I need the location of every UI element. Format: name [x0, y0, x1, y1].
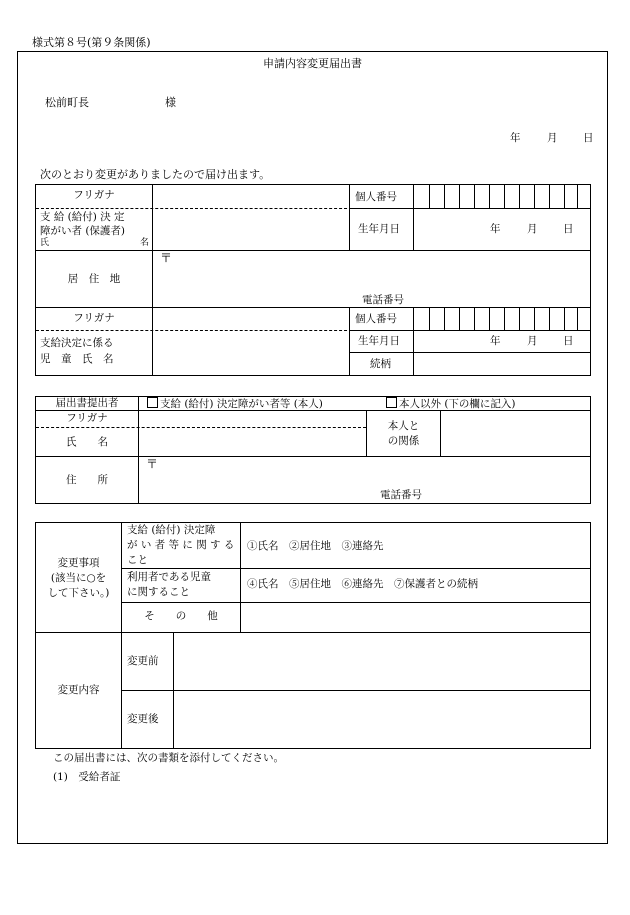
birth-year-2: 年 — [490, 335, 501, 347]
checkbox-self[interactable] — [147, 397, 158, 408]
category-1-line-1: 支給 (給付) 決定障 — [127, 524, 216, 536]
checkbox-other[interactable] — [386, 397, 397, 408]
category-2-line-2: に関すること — [127, 586, 190, 598]
birth-day: 日 — [563, 223, 574, 235]
form-title: 申請内容変更届出書 — [263, 57, 362, 70]
intro-text: 次のとおり変更がありましたので届け出ます。 — [40, 168, 271, 181]
category-2-options[interactable]: ④氏名 ⑤居住地 ⑥連絡先 ⑦保護者との続柄 — [247, 578, 478, 590]
category-1-options[interactable]: ①氏名 ②居住地 ③連絡先 — [247, 540, 384, 552]
birth-month: 月 — [527, 223, 538, 235]
name-label-right: 名 — [140, 238, 150, 248]
recipient-label-1: 支 給 (給付) 決 定 — [40, 211, 125, 223]
child-label-2: 児 童 氏 名 — [40, 353, 114, 365]
after-label: 変更後 — [127, 713, 159, 725]
birthdate-label: 生年月日 — [358, 223, 400, 235]
relationship-label: 続柄 — [370, 358, 391, 370]
child-label-1: 支給決定に係る — [40, 337, 114, 349]
recipient-label-2: 障がい者 (保護者) — [40, 225, 126, 237]
date-month: 月 — [547, 132, 558, 144]
postal-mark-2: 〒 — [146, 457, 159, 471]
phone-label-2: 電話番号 — [380, 489, 422, 501]
category-1-line-2: が い 者 等 に 関 す る — [127, 539, 235, 551]
other-label: そ の 他 — [144, 610, 218, 622]
submitter-address-label: 住 所 — [66, 474, 108, 486]
form-number: 様式第８号(第９条関係) — [32, 36, 151, 49]
furigana-label-3: フリガナ — [66, 412, 108, 424]
category-1-line-3: こと — [127, 554, 148, 566]
date-year: 年 — [510, 132, 521, 144]
name-label-left: 氏 — [40, 238, 50, 248]
before-label: 変更前 — [127, 655, 159, 667]
furigana-label-2: フリガナ — [73, 312, 115, 324]
change-content-label: 変更内容 — [57, 684, 100, 696]
option-other[interactable] — [386, 397, 516, 411]
attachment-note: この届出書には、次の書類を添付してください。 — [53, 752, 284, 764]
postal-mark: 〒 — [160, 251, 173, 265]
birthdate-label-2: 生年月日 — [358, 335, 400, 347]
submitter-label: 届出書提出者 — [55, 397, 119, 409]
birth-day-2: 日 — [563, 335, 574, 347]
change-items-label-2: (該当に○を — [50, 572, 107, 584]
option-self-label: 支給 (給付) 決定障がい者等 (本人) — [160, 398, 323, 410]
furigana-label: フリガナ — [73, 189, 115, 201]
submitter-name-label: 氏 名 — [66, 436, 108, 448]
personal-number-label-2: 個人番号 — [355, 313, 397, 325]
addressee: 松前町長 — [45, 96, 89, 109]
address-label: 居 住 地 — [67, 273, 121, 285]
honorific: 様 — [165, 96, 176, 109]
change-items-label-3: して下さい。) — [47, 587, 110, 599]
birth-month-2: 月 — [527, 335, 538, 347]
relation-label-1: 本人と — [387, 420, 420, 432]
personal-number-label: 個人番号 — [355, 191, 397, 203]
option-self[interactable] — [147, 397, 323, 411]
category-2-line-1: 利用者である児童 — [127, 571, 211, 583]
date-day: 日 — [583, 132, 594, 144]
attachment-item: (1) 受給者証 — [53, 771, 121, 783]
option-other-label: 本人以外 (下の欄に記入) — [399, 398, 516, 410]
change-items-label-1: 変更事項 — [57, 557, 100, 569]
relation-label-2: の関係 — [387, 435, 420, 447]
birth-year: 年 — [490, 223, 501, 235]
phone-label: 電話番号 — [362, 294, 404, 306]
